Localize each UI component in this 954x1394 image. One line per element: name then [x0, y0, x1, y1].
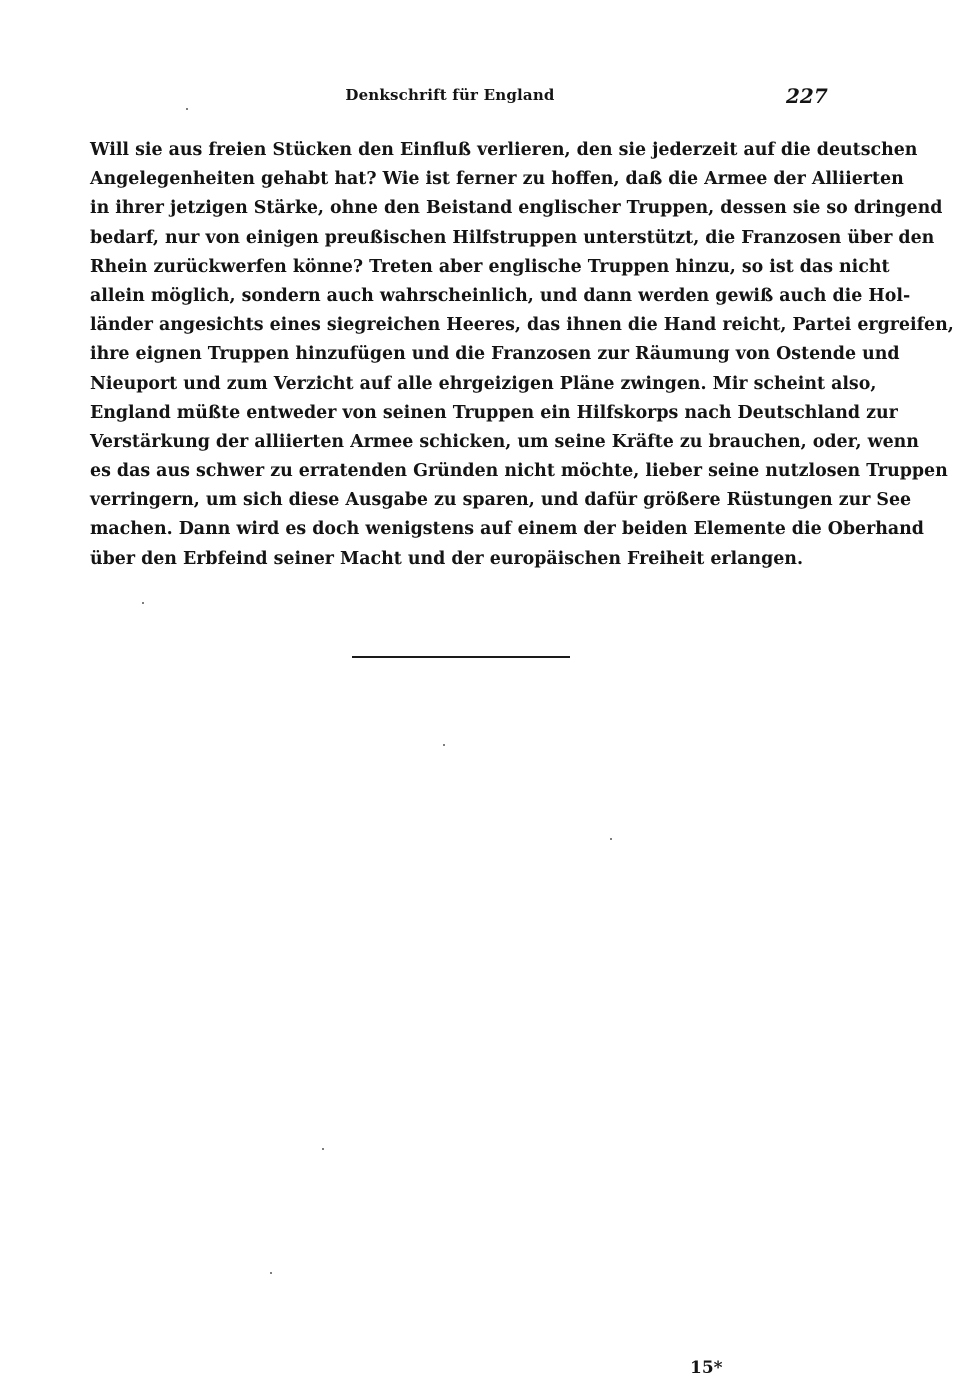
text-line: England müßte entweder von seinen Truppen ein Hilfskorps nach Deutschland zur	[90, 402, 898, 423]
text-line: es das aus schwer zu erratenden Gründen nicht möchte, lieber seine nutzlosen Truppen	[90, 461, 948, 482]
body-text	[90, 136, 954, 574]
text-line: verringern, um sich diese Ausgabe zu sparen, und dafür größere Rüstungen zur See	[90, 490, 912, 511]
running-title: Denkschrift für England	[345, 86, 555, 104]
text-line: machen. Dann wird es doch wenigstens auf einem der beiden Elemente die Oberhand	[90, 519, 924, 540]
scan-speck	[443, 744, 445, 746]
text-line: in ihrer jetzigen Stärke, ohne den Beistand englischer Truppen, dessen sie so dringend	[90, 198, 943, 219]
text-line: bedarf, nur von einigen preußischen Hilfstruppen unterstützt, die Franzosen über den	[90, 227, 935, 248]
scan-speck	[610, 838, 612, 840]
text-line: länder angesichts eines siegreichen Heeres, das ihnen die Hand reicht, Partei ergreifen,	[90, 315, 954, 336]
page-number: 227	[786, 84, 828, 108]
text-line: Nieuport und zum Verzicht auf alle ehrgeizigen Pläne zwingen. Mir scheint also,	[90, 373, 877, 394]
text-line: Will sie aus freien Stücken den Einfluß verlieren, den sie jederzeit auf die deutschen	[90, 140, 918, 160]
signature-mark: 15*	[690, 1358, 723, 1378]
scan-speck	[322, 1148, 324, 1150]
scan-speck	[186, 108, 188, 110]
text-line: Angelegenheiten gehabt hat? Wie ist ferner zu hoffen, daß die Armee der Alliierten	[90, 169, 904, 190]
text-line-last: über den Erbfeind seiner Macht und der europäischen Freiheit erlangen.	[90, 548, 803, 569]
text-line: Verstärkung der alliierten Armee schicken, um seine Kräfte zu brauchen, oder, wenn	[90, 431, 919, 452]
text-line: allein möglich, sondern auch wahrscheinlich, und dann werden gewiß auch die Hol-	[90, 285, 911, 306]
scan-speck	[142, 602, 144, 604]
text-line: Rhein zurückwerfen könne? Treten aber englische Truppen hinzu, so ist das nicht	[90, 256, 890, 277]
section-end-rule	[352, 656, 570, 658]
text-line: ihre eignen Truppen hinzufügen und die Franzosen zur Räumung von Ostende und	[90, 344, 900, 365]
scan-speck	[270, 1272, 272, 1274]
